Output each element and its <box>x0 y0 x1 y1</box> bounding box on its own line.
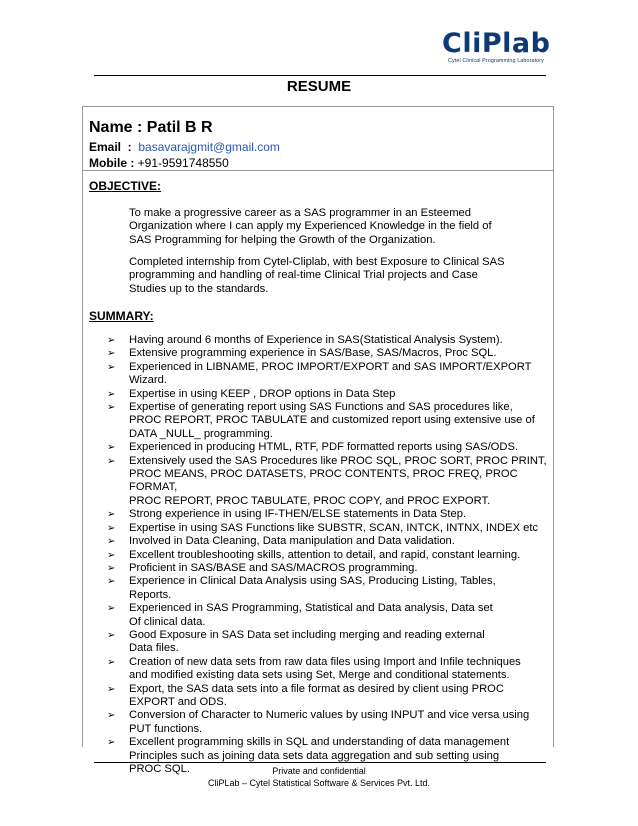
logo-tagline: Cytel Clinical Programming Laboratory <box>448 58 544 64</box>
summary-item <box>107 629 552 656</box>
arrow-bullet-icon: ➢ <box>107 335 116 346</box>
arrow-bullet-icon: ➢ <box>107 442 116 454</box>
footer-divider <box>94 762 546 763</box>
summary-item <box>107 347 552 360</box>
company-logo <box>442 30 550 70</box>
summary-item-text: Experience in Clinical Data Analysis using SAS, Producing Listing, Tables, Reports. <box>129 575 496 601</box>
summary-item <box>107 455 552 509</box>
arrow-bullet-icon: ➢ <box>107 562 116 574</box>
summary-item <box>107 361 552 388</box>
objective-paragraph-1: To make a progressive career as a SAS programmer in an Esteemed Organization where I can apply my Experienced Knowledge in the field of SAS Programming for helping the Growth of the Organization. <box>129 207 492 246</box>
summary-item <box>107 549 552 562</box>
arrow-bullet-icon: ➢ <box>107 509 116 521</box>
summary-heading: SUMMARY: <box>89 309 154 323</box>
arrow-bullet-icon: ➢ <box>107 361 116 373</box>
summary-item-text: Involved in Data Cleaning, Data manipulation and Data validation. <box>129 535 455 548</box>
summary-item <box>107 709 552 736</box>
logo-text: CliPlab <box>442 28 551 59</box>
summary-item-text: Extensively used the SAS Procedures like PROC SQL, PROC SORT, PROC PRINT, PROC MEANS, PROC DATASETS, PROC CONTENTS, PROC FREQ, PROC FORMAT, PROC REPORT, PROC TABULATE, PROC COPY, and PROC EXPORT. <box>129 454 547 507</box>
summary-item-text: Experienced in SAS Programming, Statistical and Data analysis, Data set Of clinical data. <box>129 602 493 628</box>
summary-item <box>107 401 552 441</box>
arrow-bullet-icon: ➢ <box>107 603 116 615</box>
summary-item <box>107 656 552 683</box>
summary-item-text: Extensive programming experience in SAS/Base, SAS/Macros, Proc SQL. <box>129 347 497 360</box>
summary-list <box>107 334 552 776</box>
summary-item-text: Creation of new data sets from raw data files using Import and Infile techniques and modified existing data sets using Set, Merge and conditional statements. <box>129 655 521 682</box>
summary-item-text: Experienced in LIBNAME, PROC IMPORT/EXPORT and SAS IMPORT/EXPORT Wizard. <box>129 360 532 387</box>
summary-item-text: Having around 6 months of Experience in SAS(Statistical Analysis System). <box>129 334 503 346</box>
header-divider <box>94 75 546 76</box>
candidate-name: Name : Patil B R <box>89 119 213 136</box>
arrow-bullet-icon: ➢ <box>107 683 116 695</box>
summary-item-text: Expertise in using KEEP , DROP options in Data Step <box>129 387 396 400</box>
summary-item <box>107 535 552 548</box>
arrow-bullet-icon: ➢ <box>107 576 116 588</box>
objective-paragraph-2: Completed internship from Cytel-Cliplab, with best Exposure to Clinical SAS programming and handling of real-time Clinical Trial projects and Case Studies up to the standards. <box>129 256 505 295</box>
summary-item-text: Conversion of Character to Numeric values by using INPUT and vice versa using PUT functions. <box>129 709 530 735</box>
email-line <box>89 140 280 154</box>
summary-item <box>107 575 552 602</box>
summary-item-text: Strong experience in using IF-THEN/ELSE statements in Data Step. <box>129 508 467 521</box>
arrow-bullet-icon: ➢ <box>107 388 116 400</box>
arrow-bullet-icon: ➢ <box>107 348 116 360</box>
arrow-bullet-icon: ➢ <box>107 455 116 467</box>
objective-heading: OBJECTIVE: <box>89 179 162 193</box>
summary-item <box>107 562 552 575</box>
mobile-label: Mobile : <box>89 156 138 170</box>
arrow-bullet-icon: ➢ <box>107 629 116 641</box>
arrow-bullet-icon: ➢ <box>107 522 116 534</box>
resume-title: RESUME <box>286 78 352 95</box>
summary-item <box>107 522 552 535</box>
summary-item <box>107 602 552 629</box>
footer-company: CliPLab – Cytel Statistical Software & Services Pvt. Ltd. <box>207 778 431 788</box>
email-label: Email : <box>89 140 139 154</box>
summary-item <box>107 508 552 521</box>
arrow-bullet-icon: ➢ <box>107 402 116 414</box>
summary-item-text: Expertise in using SAS Functions like SUBSTR, SCAN, INTCK, INTNX, INDEX etc <box>129 521 539 534</box>
email-link[interactable]: basavarajgmit@gmail.com <box>138 140 280 154</box>
footer-confidential: Private and confidential <box>272 766 366 776</box>
summary-item-text: Proficient in SAS/BASE and SAS/MACROS programming. <box>129 561 418 574</box>
summary-item-text: Good Exposure in SAS Data set including merging and reading external Data files. <box>129 628 485 655</box>
mobile-number: +91-9591748550 <box>137 156 229 170</box>
contact-divider <box>83 170 553 171</box>
arrow-bullet-icon: ➢ <box>107 710 116 722</box>
summary-item <box>107 388 552 401</box>
summary-item-text: Export, the SAS data sets into a file format as desired by client using PROC EXPORT and ODS. <box>129 682 504 708</box>
arrow-bullet-icon: ➢ <box>107 737 116 749</box>
arrow-bullet-icon: ➢ <box>107 536 116 548</box>
summary-item <box>107 334 552 347</box>
summary-item-text: Excellent programming skills in SQL and understanding of data management Principles such as joining data sets data aggregation and sub setting using PROC SQL. <box>129 736 510 775</box>
arrow-bullet-icon: ➢ <box>107 549 116 561</box>
summary-item <box>107 441 552 454</box>
summary-item-text: Experienced in producing HTML, RTF, PDF formatted reports using SAS/ODS. <box>129 441 519 454</box>
arrow-bullet-icon: ➢ <box>107 656 116 668</box>
mobile-line <box>89 156 229 170</box>
summary-item-text: Excellent troubleshooting skills, attention to detail, and rapid, constant learning. <box>129 548 521 561</box>
summary-item <box>107 683 552 710</box>
summary-item-text: Expertise of generating report using SAS Functions and SAS procedures like, PROC REPORT, PROC TABULATE and customized report using extensive use of DATA _NULL_ programming. <box>129 401 535 440</box>
